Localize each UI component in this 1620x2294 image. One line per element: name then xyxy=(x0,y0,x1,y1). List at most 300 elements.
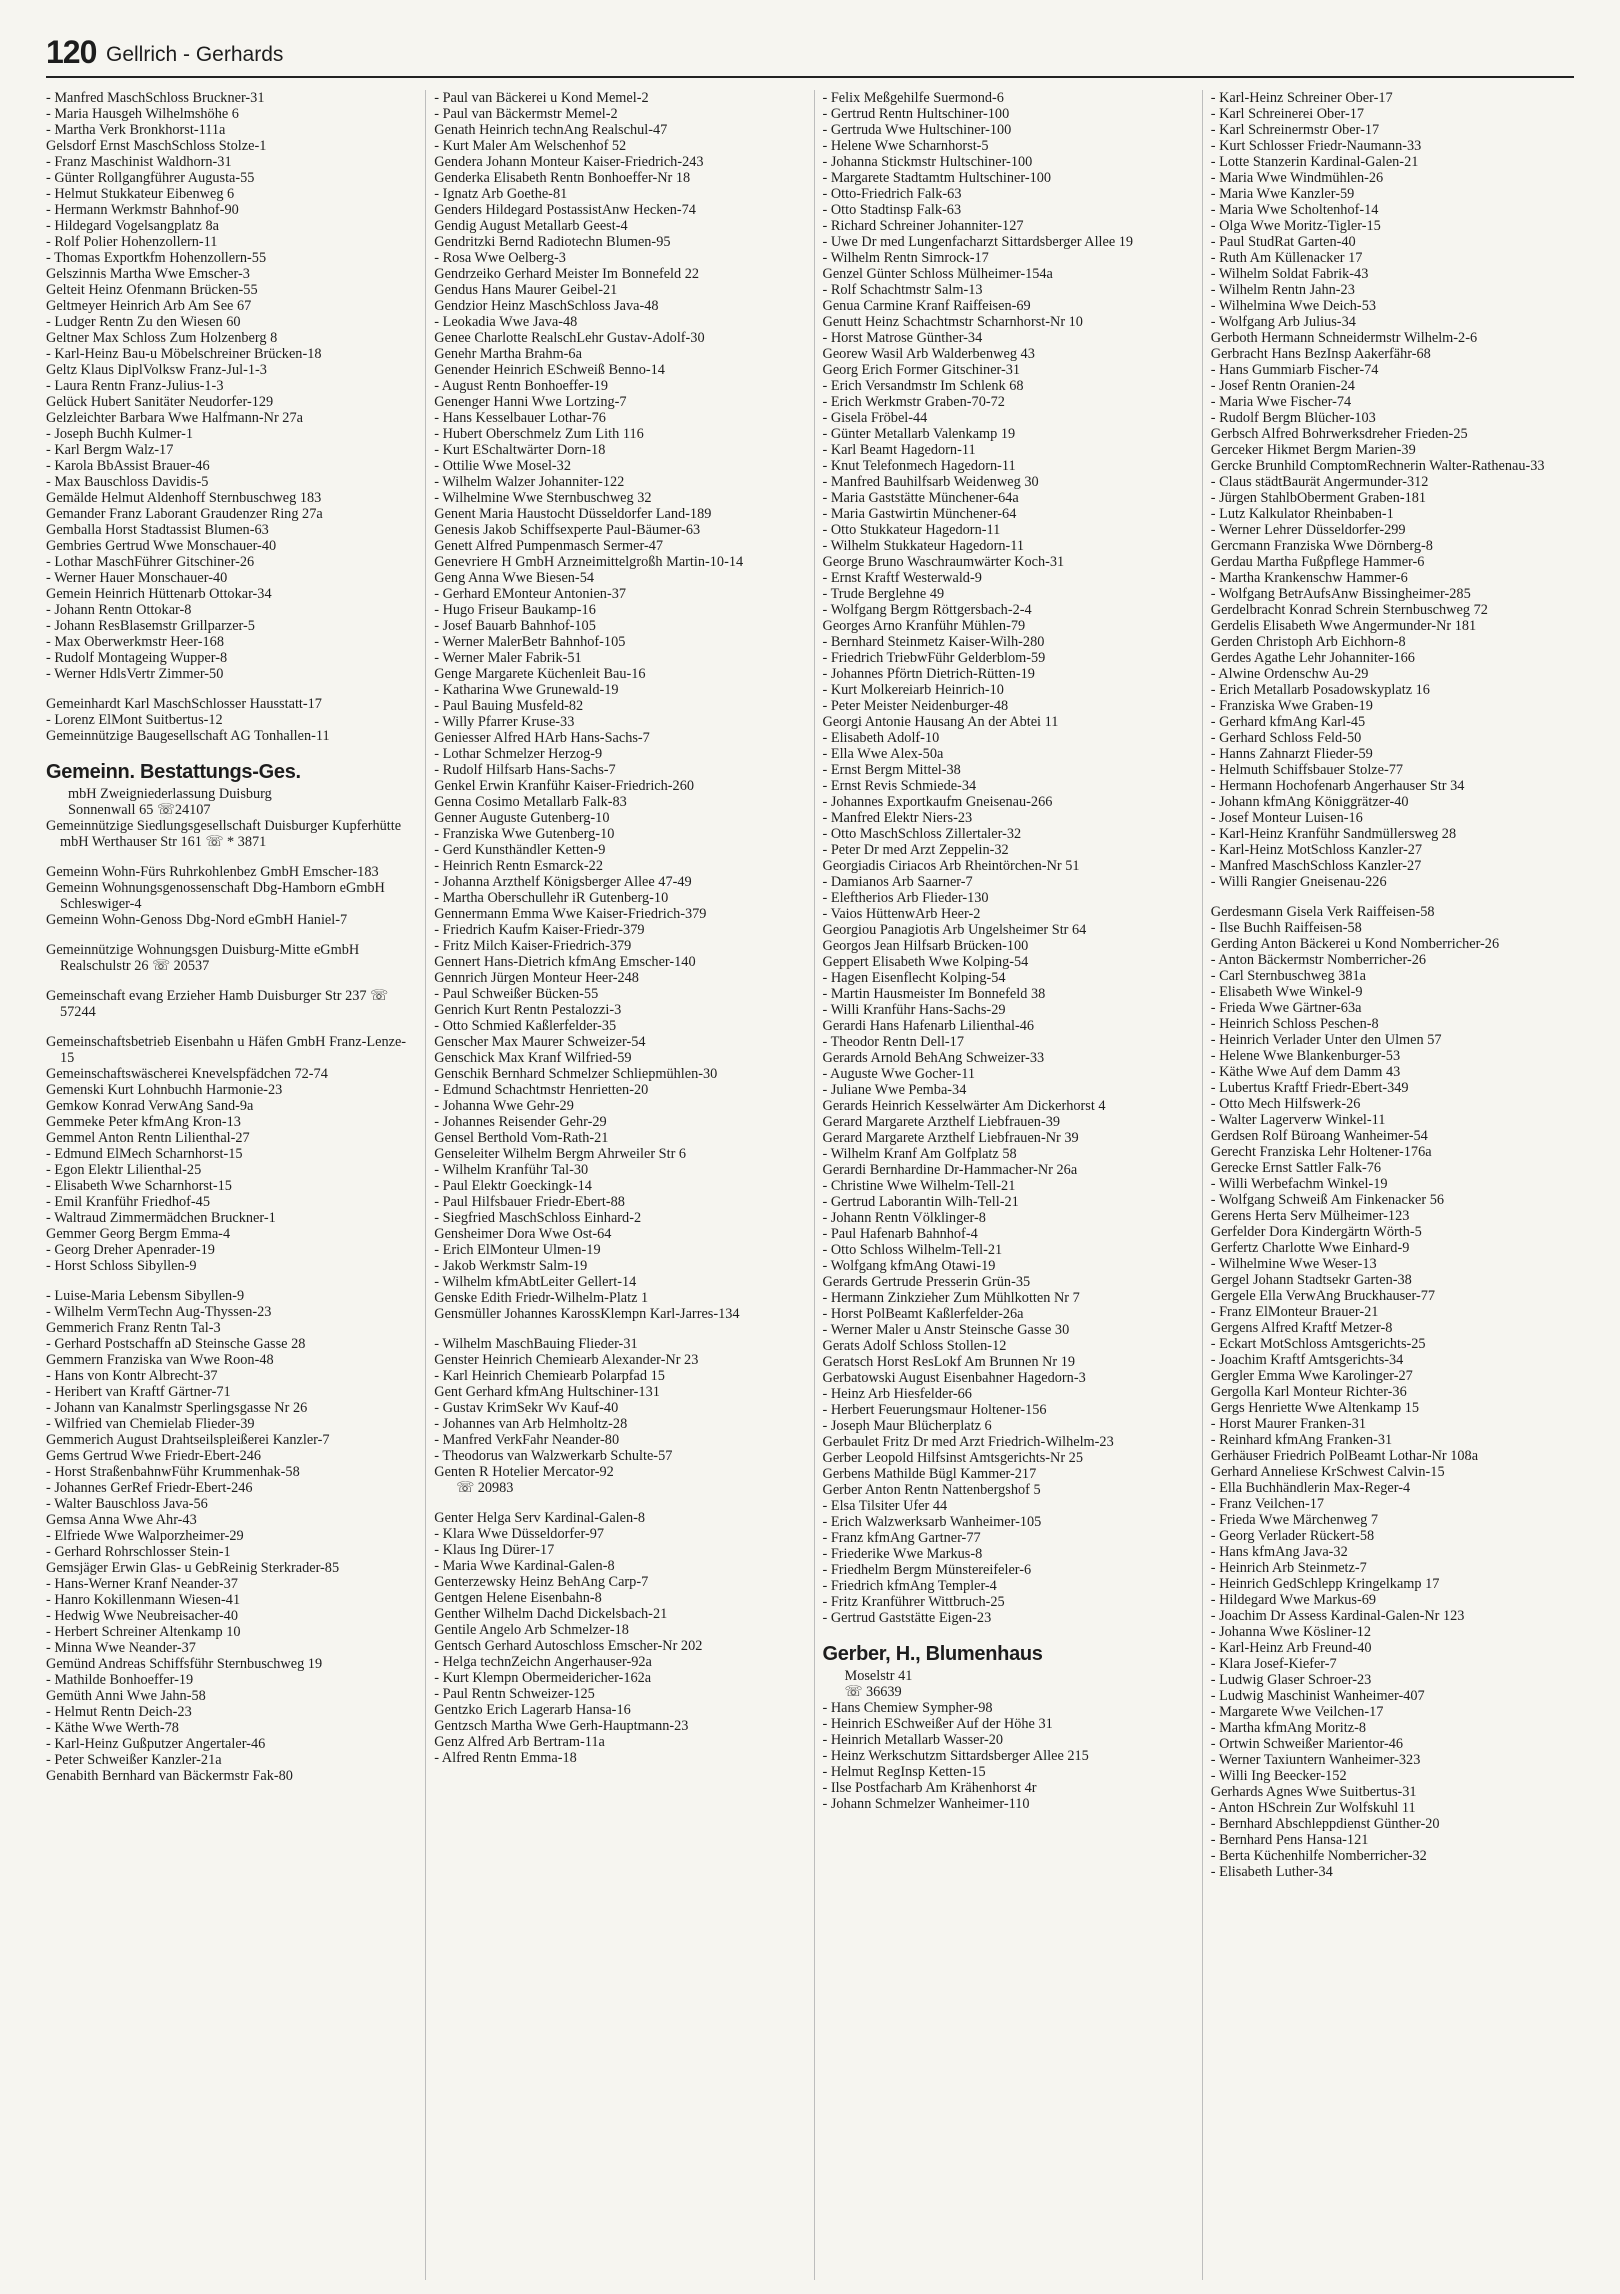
directory-entry: - Heinrich Arb Steinmetz-7 xyxy=(1210,1560,1367,1576)
directory-entry: Genkel Erwin Kranführ Kaiser-Friedrich-260 xyxy=(434,778,694,794)
directory-entry: - Klara Josef-Kiefer-7 xyxy=(1210,1656,1337,1672)
directory-entry: - Lutz Kalkulator Rheinbaben-1 xyxy=(1210,506,1394,522)
directory-entry: - Karl Schreinerei Ober-17 xyxy=(1210,106,1365,122)
directory-entry: - Mathilde Bonhoeffer-19 xyxy=(46,1672,194,1688)
directory-entry: - Auguste Wwe Gocher-11 xyxy=(822,1066,976,1082)
directory-entry: Gerding Anton Bäckerei u Kond Nomberricher-26 xyxy=(1210,936,1500,952)
directory-entry: Genrich Kurt Rentn Pestalozzi-3 xyxy=(434,1002,622,1018)
directory-entry: Gerber Anton Rentn Nattenbergshof 5 xyxy=(822,1482,1041,1498)
directory-entry: Gemballa Horst Stadtassist Blumen-63 xyxy=(46,522,269,538)
directory-entry: - Rolf Polier Hohenzollern-11 xyxy=(46,234,218,250)
directory-entry: - Hagen Eisenflecht Kolping-54 xyxy=(822,970,1006,986)
directory-entry: - Felix Meßgehilfe Suermond-6 xyxy=(822,90,1004,106)
directory-entry: - Manfred MaschSchloss Kanzler-27 xyxy=(1210,858,1422,874)
directory-entry: Gerardi Bernhardine Dr-Hammacher-Nr 26a xyxy=(822,1162,1078,1178)
directory-entry: Gent Gerhard kfmAng Hultschiner-131 xyxy=(434,1384,660,1400)
directory-entry: - Joseph Maur Blücherplatz 6 xyxy=(822,1418,992,1434)
directory-entry: - Lothar Schmelzer Herzog-9 xyxy=(434,746,603,762)
directory-entry: - Herbert Feuerungsmaur Holtener-156 xyxy=(822,1402,1047,1418)
directory-entry: Gergel Johann Stadtsekr Garten-38 xyxy=(1210,1272,1412,1288)
directory-entry: - Bernhard Pens Hansa-121 xyxy=(1210,1832,1369,1848)
directory-entry: - Paul Schweißer Bücken-55 xyxy=(434,986,599,1002)
directory-entry: - Hermann Zinkzieher Zum Mühlkotten Nr 7 xyxy=(822,1290,1080,1306)
directory-entry: Georgi Antonie Hausang An der Abtei 11 xyxy=(822,714,1059,730)
directory-entry: Gemälde Helmut Aldenhoff Sternbuschweg 183 xyxy=(46,490,322,506)
directory-entry: Georgiou Panagiotis Arb Ungelsheimer Str 64 xyxy=(822,922,1087,938)
directory-entry: - Gertrud Laborantin Wilh-Tell-21 xyxy=(822,1194,1019,1210)
directory-entry: Gerards Arnold BehAng Schweizer-33 xyxy=(822,1050,1045,1066)
directory-entry: Geltmeyer Heinrich Arb Am See 67 xyxy=(46,298,252,314)
directory-entry: - Josef Bauarb Bahnhof-105 xyxy=(434,618,596,634)
directory-entry: - Elisabeth Wwe Winkel-9 xyxy=(1210,984,1363,1000)
directory-entry: - Werner MalerBetr Bahnhof-105 xyxy=(434,634,626,650)
directory-entry: Gemkow Konrad VerwAng Sand-9a xyxy=(46,1098,254,1114)
directory-entry: - Paul van Bäckermstr Memel-2 xyxy=(434,106,618,122)
directory-entry: Gemenski Kurt Lohnbuchh Harmonie-23 xyxy=(46,1082,283,1098)
directory-entry: Gemmeke Peter kfmAng Kron-13 xyxy=(46,1114,241,1130)
directory-entry: - Heinrich Schloss Peschen-8 xyxy=(1210,1016,1379,1032)
directory-entry: - Kurt Klempn Obermeidericher-162a xyxy=(434,1670,652,1686)
directory-entry: - Willi Kranführ Hans-Sachs-29 xyxy=(822,1002,1006,1018)
directory-entry: - Alfred Rentn Emma-18 xyxy=(434,1750,577,1766)
directory-entry: - Georg Verlader Rückert-58 xyxy=(1210,1528,1375,1544)
directory-entry: - Maria Hausgeh Wilhelmshöhe 6 xyxy=(46,106,239,122)
directory-entry: - Helene Wwe Scharnhorst-5 xyxy=(822,138,989,154)
directory-entry: - Otto MaschSchloss Zillertaler-32 xyxy=(822,826,1022,842)
directory-entry: - Gerhard kfmAng Karl-45 xyxy=(1210,714,1366,730)
directory-entry: - Eckart MotSchloss Amtsgerichts-25 xyxy=(1210,1336,1426,1352)
directory-entry: Genzel Günter Schloss Mülheimer-154a xyxy=(822,266,1053,282)
directory-entry: - Johann kfmAng Königgrätzer-40 xyxy=(1210,794,1409,810)
directory-entry: - Ella Buchhändlerin Max-Reger-4 xyxy=(1210,1480,1411,1496)
directory-entry: - Georg Dreher Apenrader-19 xyxy=(46,1242,215,1258)
directory-entry: Gemein Heinrich Hüttenarb Ottokar-34 xyxy=(46,586,272,602)
directory-entry: - Wilhelm Walzer Johanniter-122 xyxy=(434,474,625,490)
directory-entry: Gerfelder Dora Kindergärtn Wörth-5 xyxy=(1210,1224,1422,1240)
directory-entry: - Gustav KrimSekr Wv Kauf-40 xyxy=(434,1400,619,1416)
directory-entry: Genutt Heinz Schachtmstr Scharnhorst-Nr 10 xyxy=(822,314,1083,330)
directory-entry: Gergens Alfred Kraftf Metzer-8 xyxy=(1210,1320,1393,1336)
directory-entry: - Gertruda Wwe Hultschiner-100 xyxy=(822,122,1012,138)
directory-entry: - Maria Gaststätte Münchener-64a xyxy=(822,490,1019,506)
running-head: Gellrich - Gerhards xyxy=(106,43,284,66)
directory-entry: Gennert Hans-Dietrich kfmAng Emscher-140 xyxy=(434,954,696,970)
directory-entry: Gensheimer Dora Wwe Ost-64 xyxy=(434,1226,612,1242)
directory-entry: - Minna Wwe Neander-37 xyxy=(46,1640,196,1656)
directory-entry: Genz Alfred Arb Bertram-11a xyxy=(434,1734,605,1750)
directory-entry: Gerfertz Charlotte Wwe Einhard-9 xyxy=(1210,1240,1410,1256)
directory-entry: - Johanna Stickmstr Hultschiner-100 xyxy=(822,154,1033,170)
directory-entry: - Elfriede Wwe Walporzheimer-29 xyxy=(46,1528,244,1544)
directory-entry: - Heinrich GedSchlepp Kringelkamp 17 xyxy=(1210,1576,1440,1592)
directory-entry: - Klaus Ing Dürer-17 xyxy=(434,1542,555,1558)
directory-entry: Genabith Bernhard van Bäckermstr Fak-80 xyxy=(46,1768,293,1784)
directory-entry: Gemsa Anna Wwe Ahr-43 xyxy=(46,1512,197,1528)
directory-entry: - Waltraud Zimmermädchen Bruckner-1 xyxy=(46,1210,276,1226)
directory-entry: - Vaios HüttenwArb Heer-2 xyxy=(822,906,981,922)
directory-entry: - Karl Heinrich Chemiearb Polarpfad 15 xyxy=(434,1368,665,1384)
directory-entry: - Wilhelm Stukkateur Hagedorn-11 xyxy=(822,538,1025,554)
directory-entry: - Franziska Wwe Gutenberg-10 xyxy=(434,826,615,842)
directory-entry: Gerber Leopold Hilfsinst Amtsgerichts-Nr 25 xyxy=(822,1450,1083,1466)
directory-entry: - Anton Bäckermstr Nomberricher-26 xyxy=(1210,952,1427,968)
directory-entry: - Theodorus van Walzwerkarb Schulte-57 xyxy=(434,1448,673,1464)
directory-entry: - Ernst Bergm Mittel-38 xyxy=(822,762,961,778)
directory-entry: - Otto Mech Hilfswerk-26 xyxy=(1210,1096,1361,1112)
directory-entry: - Hans Gummiarb Fischer-74 xyxy=(1210,362,1379,378)
directory-entry: - Thomas Exportkfm Hohenzollern-55 xyxy=(46,250,267,266)
directory-entry: - Johanna Wwe Kösliner-12 xyxy=(1210,1624,1371,1640)
directory-entry: Geltner Max Schloss Zum Holzenberg 8 xyxy=(46,330,278,346)
directory-entry: Gemmerich Franz Rentn Tal-3 xyxy=(46,1320,221,1336)
directory-entry: - Heinrich Verlader Unter den Ulmen 57 xyxy=(1210,1032,1442,1048)
directory-entry: - Kurt Molkereiarb Heinrich-10 xyxy=(822,682,1004,698)
directory-entry: Gelteit Heinz Ofenmann Brücken-55 xyxy=(46,282,258,298)
directory-entry: - Hans kfmAng Java-32 xyxy=(1210,1544,1348,1560)
directory-entry: Gentzsch Martha Wwe Gerh-Hauptmann-23 xyxy=(434,1718,689,1734)
directory-entry: - Helmut RegInsp Ketten-15 xyxy=(822,1764,986,1780)
directory-entry: - Martha Verk Bronkhorst-111a xyxy=(46,122,226,138)
directory-entry: Georgiadis Ciriacos Arb Rheintörchen-Nr 51 xyxy=(822,858,1080,874)
directory-entry: - Wilhelm VermTechn Aug-Thyssen-23 xyxy=(46,1304,272,1320)
directory-entry: Gendus Hans Maurer Geibel-21 xyxy=(434,282,618,298)
directory-entry: - Friedrich Kaufm Kaiser-Friedr-379 xyxy=(434,922,645,938)
directory-entry: - Edmund ElMech Scharnhorst-15 xyxy=(46,1146,243,1162)
directory-entry: Genee Charlotte RealschLehr Gustav-Adolf-30 xyxy=(434,330,705,346)
directory-entry: - Margarete Wwe Veilchen-17 xyxy=(1210,1704,1384,1720)
directory-entry: - Käthe Wwe Werth-78 xyxy=(46,1720,179,1736)
directory-entry: - Leokadia Wwe Java-48 xyxy=(434,314,578,330)
directory-entry: - Hedwig Wwe Neubreisacher-40 xyxy=(46,1608,238,1624)
directory-entry: George Bruno Waschraumwärter Koch-31 xyxy=(822,554,1065,570)
directory-entry: - Bernhard Abschleppdienst Günther-20 xyxy=(1210,1816,1440,1832)
directory-entry: - Friedrich TriebwFühr Gelderblom-59 xyxy=(822,650,1046,666)
column-4 xyxy=(1202,90,1574,2280)
directory-entry: - Otto Schloss Wilhelm-Tell-21 xyxy=(822,1242,1003,1258)
directory-entry: - Maria Wwe Fischer-74 xyxy=(1210,394,1352,410)
directory-entry: - Wolfgang Bergm Röttgersbach-2-4 xyxy=(822,602,1032,618)
directory-entry: - Franziska Wwe Graben-19 xyxy=(1210,698,1373,714)
directory-entry: - Friederike Wwe Markus-8 xyxy=(822,1546,983,1562)
directory-entry: Gemmer Georg Bergm Emma-4 xyxy=(46,1226,231,1242)
directory-entry: Gendritzki Bernd Radiotechn Blumen-95 xyxy=(434,234,671,250)
directory-entry: Gensmüller Johannes KarossKlempn Karl-Jarres-134 xyxy=(434,1306,740,1322)
directory-entry: - Wilhelm Rentn Simrock-17 xyxy=(822,250,989,266)
entry-detail: Sonnenwall 65 ☏24107 xyxy=(68,802,211,818)
entry-detail: Moselstr 41 xyxy=(844,1668,913,1684)
directory-entry: Gercke Brunhild ComptomRechnerin Walter-Rathenau-33 xyxy=(1210,458,1545,474)
directory-entry: Gerden Christoph Arb Eichhorn-8 xyxy=(1210,634,1406,650)
directory-entry: Gerbsch Alfred Bohrwerksdreher Frieden-25 xyxy=(1210,426,1468,442)
directory-entry: Genseleiter Wilhelm Bergm Ahrweiler Str 6 xyxy=(434,1146,687,1162)
directory-entry: - Margarete Stadtamtm Hultschiner-100 xyxy=(822,170,1052,186)
directory-entry: - Johannes Pförtn Dietrich-Rütten-19 xyxy=(822,666,1035,682)
directory-entry: - Paul Rentn Schweizer-125 xyxy=(434,1686,595,1702)
directory-entry: Gemeinschaft evang Erzieher Hamb Duisburger Str 237 ☏ 57244 xyxy=(46,988,388,1020)
directory-entry: Genevriere H GmbH Arzneimittelgroßh Martin-10-14 xyxy=(434,554,744,570)
directory-entry: Gerdesmann Gisela Verk Raiffeisen-58 xyxy=(1210,904,1435,920)
directory-entry: - Alwine Ordenschw Au-29 xyxy=(1210,666,1369,682)
directory-entry: - Gertrud Rentn Hultschiner-100 xyxy=(822,106,1010,122)
directory-entry: Genender Heinrich ESchweiß Benno-14 xyxy=(434,362,665,378)
directory-entry: - Heinz Arb Hiesfelder-66 xyxy=(822,1386,972,1402)
directory-entry: Gemander Franz Laborant Graudenzer Ring 27a xyxy=(46,506,323,522)
directory-entry: - Johanna Wwe Gehr-29 xyxy=(434,1098,574,1114)
directory-entry: - Friedrich kfmAng Templer-4 xyxy=(822,1578,997,1594)
directory-entry: - Karl-Heinz Arb Freund-40 xyxy=(1210,1640,1372,1656)
directory-entry: Gerdelbracht Konrad Schrein Sternbuschweg 72 xyxy=(1210,602,1488,618)
directory-entry: - Ilse Buchh Raiffeisen-58 xyxy=(1210,920,1362,936)
directory-entry: - Werner Maler Fabrik-51 xyxy=(434,650,582,666)
directory-entry: - Ottilie Wwe Mosel-32 xyxy=(434,458,571,474)
directory-entry: - Wolfgang Arb Julius-34 xyxy=(1210,314,1356,330)
directory-entry: Genther Wilhelm Dachd Dickelsbach-21 xyxy=(434,1606,668,1622)
directory-entry: - Günter Metallarb Valenkamp 19 xyxy=(822,426,1016,442)
directory-entry: Gerbatowski August Eisenbahner Hagedorn-3 xyxy=(822,1370,1086,1386)
directory-entry: - Gerd Kunsthändler Ketten-9 xyxy=(434,842,606,858)
directory-entry: - Willi Ing Beecker-152 xyxy=(1210,1768,1347,1784)
directory-entry: - Hugo Friseur Baukamp-16 xyxy=(434,602,596,618)
directory-entry: - Friedhelm Bergm Münstereifeler-6 xyxy=(822,1562,1032,1578)
directory-entry: Genschik Bernhard Schmelzer Schliepmühlen-30 xyxy=(434,1066,718,1082)
directory-entry: - Martha Krankenschw Hammer-6 xyxy=(1210,570,1408,586)
directory-entry: Gemsjäger Erwin Glas- u GebReinig Sterkrader-85 xyxy=(46,1560,340,1576)
directory-entry: - Lubertus Kraftf Friedr-Ebert-349 xyxy=(1210,1080,1409,1096)
directory-entry: - Helmut Stukkateur Eibenweg 6 xyxy=(46,186,235,202)
column-2 xyxy=(425,90,797,2280)
directory-entry: - Jürgen StahlbOberment Graben-181 xyxy=(1210,490,1427,506)
directory-entry: Geltz Klaus DiplVolksw Franz-Jul-1-3 xyxy=(46,362,267,378)
directory-entry: Gelzleichter Barbara Wwe Halfmann-Nr 27a xyxy=(46,410,303,426)
directory-entry: - Josef Rentn Oranien-24 xyxy=(1210,378,1355,394)
directory-entry: Genter Helga Serv Kardinal-Galen-8 xyxy=(434,1510,646,1526)
directory-entry: - Horst Matrose Günther-34 xyxy=(822,330,983,346)
directory-entry: Genster Heinrich Chemiearb Alexander-Nr 23 xyxy=(434,1352,699,1368)
directory-entry: - Helga technZeichn Angerhauser-92a xyxy=(434,1654,652,1670)
directory-entry: - Ludwig Maschinist Wanheimer-407 xyxy=(1210,1688,1425,1704)
directory-entry: - Lorenz ElMont Suitbertus-12 xyxy=(46,712,223,728)
directory-entry: - Kurt ESchaltwärter Dorn-18 xyxy=(434,442,606,458)
directory-entry: - Willi Werbefachm Winkel-19 xyxy=(1210,1176,1388,1192)
directory-entry: - Wilhelm Soldat Fabrik-43 xyxy=(1210,266,1369,282)
section-heading: Gerber, H., Blumenhaus xyxy=(822,1643,1043,1665)
directory-entry: - Paul Elektr Goeckingk-14 xyxy=(434,1178,592,1194)
directory-entry: - Willi Rangier Gneisenau-226 xyxy=(1210,874,1387,890)
directory-entry: - Rolf Schachtmstr Salm-13 xyxy=(822,282,983,298)
directory-entry: Gerdau Martha Fußpflege Hammer-6 xyxy=(1210,554,1425,570)
directory-entry: - Elsa Tilsiter Ufer 44 xyxy=(822,1498,948,1514)
directory-entry: Genna Cosimo Metallarb Falk-83 xyxy=(434,794,627,810)
directory-entry: - Elisabeth Adolf-10 xyxy=(822,730,940,746)
directory-entry: - Ludger Rentn Zu den Wiesen 60 xyxy=(46,314,241,330)
directory-entry: - Richard Schreiner Johanniter-127 xyxy=(822,218,1024,234)
directory-entry: Genge Margarete Küchenleit Bau-16 xyxy=(434,666,646,682)
directory-entry: Gerecht Franziska Lehr Holtener-176a xyxy=(1210,1144,1432,1160)
directory-entry: - Käthe Wwe Auf dem Damm 43 xyxy=(1210,1064,1401,1080)
directory-entry: - Ludwig Glaser Schroer-23 xyxy=(1210,1672,1372,1688)
directory-entry: Genua Carmine Kranf Raiffeisen-69 xyxy=(822,298,1031,314)
directory-entry: - Werner HdlsVertr Zimmer-50 xyxy=(46,666,224,682)
directory-entry: - Franz ElMonteur Brauer-21 xyxy=(1210,1304,1379,1320)
directory-entry: Gergs Henriette Wwe Altenkamp 15 xyxy=(1210,1400,1420,1416)
column-3 xyxy=(814,90,1186,2280)
directory-entry: Gendzior Heinz MaschSchloss Java-48 xyxy=(434,298,659,314)
directory-entry: - Fritz Kranführer Wittbruch-25 xyxy=(822,1594,1005,1610)
directory-entry: - Peter Meister Neidenburger-48 xyxy=(822,698,1009,714)
directory-entry: - Lotte Stanzerin Kardinal-Galen-21 xyxy=(1210,154,1419,170)
directory-entry: Genschick Max Kranf Wilfried-59 xyxy=(434,1050,632,1066)
directory-entry: Gerceker Hikmet Bergm Marien-39 xyxy=(1210,442,1416,458)
directory-entry: - Horst Maurer Franken-31 xyxy=(1210,1416,1366,1432)
directory-entry: - Karl Bergm Walz-17 xyxy=(46,442,174,458)
directory-entry: - Gertrud Gaststätte Eigen-23 xyxy=(822,1610,992,1626)
directory-entry: - Josef Monteur Luisen-16 xyxy=(1210,810,1363,826)
directory-entry: Gemmel Anton Rentn Lilienthal-27 xyxy=(46,1130,250,1146)
directory-entry: Gergler Emma Wwe Karolinger-27 xyxy=(1210,1368,1413,1384)
directory-entry: - Frieda Wwe Märchenweg 7 xyxy=(1210,1512,1379,1528)
directory-entry: Gentile Angelo Arb Schmelzer-18 xyxy=(434,1622,629,1638)
directory-entry: Gerboth Hermann Schneidermstr Wilhelm-2-6 xyxy=(1210,330,1478,346)
directory-entry: - Horst PolBeamt Kaßlerfelder-26a xyxy=(822,1306,1024,1322)
directory-entry: Genesis Jakob Schiffsexperte Paul-Bäumer-63 xyxy=(434,522,701,538)
directory-entry: - Helmuth Schiffsbauer Stolze-77 xyxy=(1210,762,1404,778)
directory-entry: - Franz Maschinist Waldhorn-31 xyxy=(46,154,232,170)
directory-entry: - Uwe Dr med Lungenfacharzt Sittardsberger Allee 19 xyxy=(822,234,1134,250)
directory-entry: Gerbaulet Fritz Dr med Arzt Friedrich-Wilhelm-23 xyxy=(822,1434,1114,1450)
directory-entry: - Karl-Heinz Bau-u Möbelschreiner Brücken-18 xyxy=(46,346,322,362)
directory-entry: - Paul Hilfsbauer Friedr-Ebert-88 xyxy=(434,1194,625,1210)
directory-entry: Gentzko Erich Lagerarb Hansa-16 xyxy=(434,1702,631,1718)
directory-entry: - Horst StraßenbahnwFühr Krummenhak-58 xyxy=(46,1464,300,1480)
directory-entry: - Erich Werkmstr Graben-70-72 xyxy=(822,394,1005,410)
section-heading: Gemeinn. Bestattungs-Ges. xyxy=(46,761,301,783)
directory-entry: - Walter Lagerverw Winkel-11 xyxy=(1210,1112,1386,1128)
directory-entry: - Horst Schloss Sibyllen-9 xyxy=(46,1258,197,1274)
directory-entry: - Bernhard Steinmetz Kaiser-Wilh-280 xyxy=(822,634,1045,650)
directory-entry: - Joseph Buchh Kulmer-1 xyxy=(46,426,194,442)
directory-entry: - Ilse Postfacharb Am Krähenhorst 4r xyxy=(822,1780,1037,1796)
directory-entry: Gerbracht Hans BezInsp Aakerfähr-68 xyxy=(1210,346,1431,362)
directory-entry: Genderka Elisabeth Rentn Bonhoeffer-Nr 18 xyxy=(434,170,691,186)
directory-entry: - Günter Rollgangführer Augusta-55 xyxy=(46,170,255,186)
directory-entry: - Karl-Heinz MotSchloss Kanzler-27 xyxy=(1210,842,1423,858)
directory-entry: Gemmerich August Drahtseilspleißerei Kanzler-7 xyxy=(46,1432,330,1448)
directory-entry: - Egon Elektr Lilienthal-25 xyxy=(46,1162,202,1178)
directory-entry: - Maria Wwe Scholtenhof-14 xyxy=(1210,202,1379,218)
directory-entry: - Kurt Schlosser Friedr-Naumann-33 xyxy=(1210,138,1422,154)
directory-entry: - Willy Pfarrer Kruse-33 xyxy=(434,714,575,730)
directory-columns xyxy=(46,90,1574,2280)
directory-entry: - Otto-Friedrich Falk-63 xyxy=(822,186,962,202)
directory-entry: - Walter Bauschloss Java-56 xyxy=(46,1496,208,1512)
directory-entry: - Johann Rentn Ottokar-8 xyxy=(46,602,192,618)
directory-entry: - Rudolf Hilfsarb Hans-Sachs-7 xyxy=(434,762,616,778)
directory-entry: Gemüth Anni Wwe Jahn-58 xyxy=(46,1688,206,1704)
directory-entry: Gercmann Franziska Wwe Dörnberg-8 xyxy=(1210,538,1433,554)
directory-entry: Gemeinschaftswäscherei Knevelspfädchen 72-74 xyxy=(46,1066,328,1082)
directory-entry: - Max Bauschloss Davidis-5 xyxy=(46,474,209,490)
directory-entry: - Carl Sternbuschweg 381a xyxy=(1210,968,1366,984)
directory-entry: Gemeinschaftsbetrieb Eisenbahn u Häfen GmbH Franz-Lenze-15 xyxy=(46,1034,407,1066)
directory-entry: - Wilfried van Chemielab Flieder-39 xyxy=(46,1416,255,1432)
directory-entry: - Wolfgang kfmAng Otawi-19 xyxy=(822,1258,996,1274)
directory-entry: Gelück Hubert Sanitäter Neudorfer-129 xyxy=(46,394,274,410)
directory-entry: - Hermann Hochofenarb Angerhauser Str 34 xyxy=(1210,778,1465,794)
directory-entry: - Wilhelmine Wwe Weser-13 xyxy=(1210,1256,1377,1272)
directory-entry: - Johannes GerRef Friedr-Ebert-246 xyxy=(46,1480,253,1496)
directory-entry: Genten R Hotelier Mercator-92 xyxy=(434,1464,614,1480)
directory-entry: - Wolfgang BetrAufsAnw Bissingheimer-285 xyxy=(1210,586,1471,602)
directory-entry: - Wilhelmine Wwe Sternbuschweg 32 xyxy=(434,490,652,506)
directory-entry: - Otto Stukkateur Hagedorn-11 xyxy=(822,522,1001,538)
directory-entry: Gerats Adolf Schloss Stollen-12 xyxy=(822,1338,1007,1354)
directory-entry: - Werner Maler u Anstr Steinsche Gasse 30 xyxy=(822,1322,1070,1338)
directory-entry: - Helmut Rentn Deich-23 xyxy=(46,1704,192,1720)
directory-entry: - Elisabeth Wwe Scharnhorst-15 xyxy=(46,1178,232,1194)
directory-entry: - Hubert Oberschmelz Zum Lith 116 xyxy=(434,426,644,442)
directory-entry: - Trude Berglehne 49 xyxy=(822,586,945,602)
directory-entry: - Maria Wwe Kardinal-Galen-8 xyxy=(434,1558,615,1574)
directory-entry: Genath Heinrich technAng Realschul-47 xyxy=(434,122,668,138)
directory-entry: - Karl-Heinz Kranführ Sandmüllersweg 28 xyxy=(1210,826,1457,842)
directory-entry: - Johannes Reisender Gehr-29 xyxy=(434,1114,607,1130)
directory-entry: - Heinrich ESchweißer Auf der Höhe 31 xyxy=(822,1716,1053,1732)
entry-detail: ☏ 20983 xyxy=(456,1480,514,1496)
directory-entry: - Heribert van Kraftf Gärtner-71 xyxy=(46,1384,231,1400)
directory-entry: - Gerhard Rohrschlosser Stein-1 xyxy=(46,1544,231,1560)
directory-entry: Georges Arno Kranführ Mühlen-79 xyxy=(822,618,1026,634)
directory-entry: - Hans-Werner Kranf Neander-37 xyxy=(46,1576,238,1592)
directory-entry: - Frieda Wwe Gärtner-63a xyxy=(1210,1000,1362,1016)
directory-entry: Genehr Martha Brahm-6a xyxy=(434,346,582,362)
directory-entry: Gembries Gertrud Wwe Monschauer-40 xyxy=(46,538,277,554)
entry-detail: mbH Zweigniederlassung Duisburg xyxy=(68,786,272,802)
directory-entry: - Hermann Werkmstr Bahnhof-90 xyxy=(46,202,239,218)
directory-entry: Geratsch Horst ResLokf Am Brunnen Nr 19 xyxy=(822,1354,1076,1370)
directory-entry: - Berta Küchenhilfe Nomberricher-32 xyxy=(1210,1848,1427,1864)
directory-entry: - Paul Hafenarb Bahnhof-4 xyxy=(822,1226,978,1242)
directory-entry: - Gerhard Postschaffn aD Steinsche Gasse 28 xyxy=(46,1336,306,1352)
directory-entry: - Paul van Bäckerei u Kond Memel-2 xyxy=(434,90,649,106)
directory-entry: - Edmund Schachtmstr Henrietten-20 xyxy=(434,1082,649,1098)
directory-entry: Gendig August Metallarb Geest-4 xyxy=(434,218,628,234)
directory-entry: - Wolfgang Schweiß Am Finkenacker 56 xyxy=(1210,1192,1444,1208)
directory-entry: - Reinhard kfmAng Franken-31 xyxy=(1210,1432,1393,1448)
directory-entry: Georew Wasil Arb Walderbenweg 43 xyxy=(822,346,1035,362)
directory-entry: Gerbens Mathilde Bügl Kammer-217 xyxy=(822,1466,1037,1482)
directory-entry: - Ortwin Schweißer Marientor-46 xyxy=(1210,1736,1404,1752)
directory-entry: - Damianos Arb Saarner-7 xyxy=(822,874,973,890)
directory-entry: - Werner Taxiuntern Wanheimer-323 xyxy=(1210,1752,1421,1768)
directory-entry: - Wilhelm kfmAbtLeiter Gellert-14 xyxy=(434,1274,637,1290)
directory-entry: - Wilhelm MaschBauing Flieder-31 xyxy=(434,1336,638,1352)
directory-entry: Gerecke Ernst Sattler Falk-76 xyxy=(1210,1160,1382,1176)
directory-entry: - Anton HSchrein Zur Wolfskuhl 11 xyxy=(1210,1800,1416,1816)
directory-entry: - Martin Hausmeister Im Bonnefeld 38 xyxy=(822,986,1046,1002)
directory-entry: - Rudolf Montageing Wupper-8 xyxy=(46,650,228,666)
page-header xyxy=(46,30,1574,78)
directory-entry: - Johannes Exportkaufm Gneisenau-266 xyxy=(822,794,1053,810)
directory-entry: - Katharina Wwe Grunewald-19 xyxy=(434,682,619,698)
directory-entry: - Emil Kranführ Friedhof-45 xyxy=(46,1194,210,1210)
directory-entry: Gelsdorf Ernst MaschSchloss Stolze-1 xyxy=(46,138,267,154)
directory-entry: Gentsch Gerhard Autoschloss Emscher-Nr 202 xyxy=(434,1638,703,1654)
directory-entry: - Ella Wwe Alex-50a xyxy=(822,746,944,762)
directory-entry: - Johann Rentn Völklinger-8 xyxy=(822,1210,986,1226)
directory-entry: - Rosa Wwe Oelberg-3 xyxy=(434,250,566,266)
directory-entry: - Gerhard Schloss Feld-50 xyxy=(1210,730,1362,746)
directory-entry: Gemeinn Wohn-Fürs Ruhrkohlenbez GmbH Emscher-183 xyxy=(46,864,379,880)
